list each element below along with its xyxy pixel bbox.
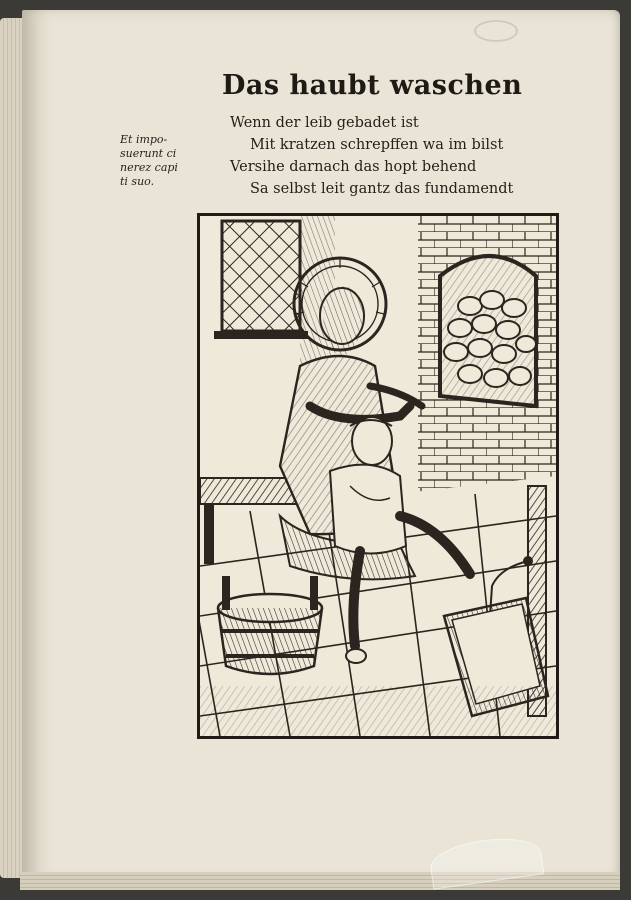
marginal-line: nerez capi [120,161,178,174]
verse-block [230,112,550,200]
marginal-line: suerunt ci [120,147,177,160]
marginal-line: Et impo- [120,133,168,146]
woodcut-illustration [197,213,559,739]
woodcut-drawing [200,216,556,736]
marginal-note [120,133,200,189]
verse-line: Versihe darnach das hopt behend [230,159,477,175]
lattice-window-icon [214,221,308,339]
verse-line: Wenn der leib gebadet ist [230,115,419,131]
verse-line: Mit kratzen schrepffen wa im bilst [250,137,504,153]
verse-line: Sa selbst leit gantz das fundamendt [250,181,514,197]
marginal-line: ti suo. [120,175,155,188]
ring-mark-icon [474,20,518,42]
page-heading: Das haubt waschen [222,70,523,101]
